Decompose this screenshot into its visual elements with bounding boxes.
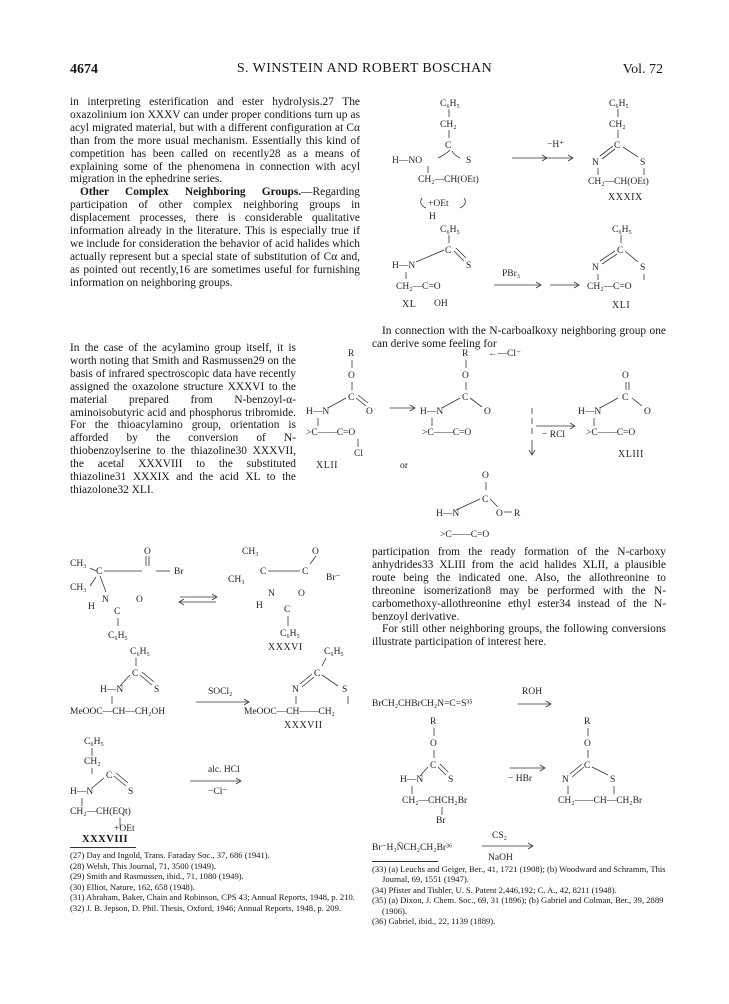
atom-label: O	[348, 371, 355, 381]
arrow-label: CS₂	[492, 831, 507, 841]
atom-label: O	[482, 471, 489, 481]
atom-label: R	[584, 717, 591, 727]
compound-label: XXXVII	[284, 720, 323, 731]
atom-label: H—N	[306, 407, 330, 417]
atom-label: H	[256, 601, 263, 611]
atom-label: >C——C=O	[440, 530, 490, 540]
atom-label: C	[584, 761, 591, 771]
atom-label: C	[482, 495, 489, 505]
atom-label: S	[342, 685, 348, 695]
volume-label: Vol. 72	[622, 62, 663, 77]
arrow-label: − HBr	[508, 774, 533, 784]
running-title: S. WINSTEIN AND ROBERT BOSCHAN	[236, 61, 493, 76]
page-number: 4674	[70, 62, 98, 77]
atom-label: C	[617, 246, 624, 256]
atom-label: CH₂——CH—CH₂Br	[558, 796, 643, 806]
atom-label: R	[514, 509, 521, 519]
arrow-label: SOCl₂	[208, 687, 233, 697]
atom-label: C	[114, 607, 121, 617]
scheme-oxazolone-thiazoline	[70, 544, 370, 839]
atom-label: S	[640, 158, 646, 168]
atom-label: CH₂—CHCH₂Br	[402, 796, 468, 806]
atom-label: C	[445, 246, 452, 256]
atom-label: O	[312, 547, 319, 557]
atom-label: N	[292, 685, 299, 695]
atom-label: CH₂—C=O	[587, 282, 632, 292]
atom-label: O	[366, 407, 373, 417]
atom-label: H—N	[436, 509, 460, 519]
atom-label: CH₃	[70, 559, 87, 569]
atom-label: C	[462, 393, 469, 403]
arrow-label: − RCl	[542, 430, 566, 440]
footnote-rule-left	[70, 847, 136, 848]
atom-label: H—N	[70, 787, 94, 797]
atom-label: MeOOC—CH——CH₂	[244, 707, 335, 717]
atom-label: CH₂—CH(OEt)	[588, 177, 649, 187]
atom-label: S	[466, 156, 472, 166]
atom-label: R	[462, 349, 469, 359]
footnote: (27) Day and Ingold, Trans. Faraday Soc., 37, 686 (1941).	[70, 850, 270, 860]
atom-label: O	[496, 509, 503, 519]
atom-label: S	[448, 775, 454, 785]
atom-label: >C——C=O	[306, 428, 356, 438]
paragraph: For still other neighboring groups, the following conversions illustrate participation of interest here.	[372, 623, 666, 649]
atom-label: +OEt	[428, 199, 449, 209]
atom-label: H—N	[420, 407, 444, 417]
atom-label: +OEt	[114, 824, 135, 834]
connector-word: or	[400, 461, 408, 471]
compound-label: XLI	[612, 300, 631, 311]
atom-label: C	[284, 605, 291, 615]
atom-label: >C——C=O	[586, 428, 636, 438]
arrow-label: PBr₃	[502, 269, 521, 279]
atom-label: CH₂—CH(OEt)	[418, 175, 479, 185]
atom-label: C	[348, 393, 355, 403]
atom-label: CH₂—C=O	[396, 282, 441, 292]
atom-label: O	[484, 407, 491, 417]
atom-label: Br	[436, 816, 446, 826]
footnote: (32) J. B. Jepson, D. Phil. Thesis, Oxford, 1946; Annual Reports, 1948, p. 209.	[70, 902, 342, 913]
footnote: (29) Smith and Rasmussen, ibid., 71, 1080 (1949).	[70, 871, 244, 882]
paragraph: In connection with the N-carboalkoxy neighboring group one can derive some feeling for	[372, 325, 666, 350]
left-column-narrow	[70, 342, 296, 497]
footnote: (35) (a) Dixon, J. Chem. Soc., 69, 31 (1896); (b) Gabriel and Colman, Ber., 39, 2889 (1906).	[372, 895, 664, 916]
atom-label: S	[466, 261, 472, 271]
atom-label: R	[348, 349, 355, 359]
footnote: (34) Pfister and Tishler, U. S. Patent 2,446,192; C. A., 42, 8211 (1948).	[372, 884, 617, 895]
footnotes-left	[70, 850, 362, 914]
atom-label: C	[96, 567, 103, 577]
atom-label: C	[314, 669, 321, 679]
atom-label: OH	[434, 299, 448, 309]
scheme-carboxy-anhydride	[296, 344, 726, 544]
atom-label: H	[88, 602, 95, 612]
section-heading: Other Complex Neighboring Groups.	[80, 186, 302, 199]
atom-label: H—N	[578, 407, 602, 417]
atom-label: C	[445, 141, 452, 151]
atom-label: S	[128, 787, 134, 797]
atom-label: C	[302, 567, 309, 577]
paragraph: in interpreting esterification and ester hydrolysis.27 The oxazolinium ion XXXV can under proper conditions turn up as acyl migrated material, but with a different configuration at Cα than from the more usual mechanism. Essentially this kind of competition has been called on recently28 as a means of explaining some of the phenomena in connection with acyl migration in the ephedrine series.	[70, 96, 360, 186]
atom-label: O	[584, 739, 591, 749]
page-header	[0, 0, 729, 90]
atom-label: CH₃	[242, 547, 259, 557]
atom-label: C	[430, 761, 437, 771]
atom-label: N	[562, 775, 569, 785]
atom-label: N	[102, 595, 109, 605]
atom-label: N	[592, 158, 599, 168]
atom-label: O	[430, 739, 437, 749]
atom-label: ←—Cl⁻	[488, 349, 521, 359]
atom-label: S	[154, 685, 160, 695]
compound-label: XLII	[316, 460, 338, 471]
atom-label: C₆H₅	[84, 737, 104, 747]
footnote: (31) Abraham, Baker, Chain and Robinson, CPS 43; Annual Reports, 1948, p. 210.	[70, 892, 355, 903]
left-column-top	[70, 96, 360, 290]
atom-label: >C——C=O	[422, 428, 472, 438]
atom-label: C	[622, 393, 629, 403]
atom-label: CH₃	[70, 583, 87, 593]
atom-label: C	[132, 669, 139, 679]
atom-label: O	[462, 371, 469, 381]
atom-label: H—NO	[392, 156, 423, 166]
arrow-label: ROH	[522, 687, 543, 697]
arrow-label: −H⁺	[547, 140, 565, 150]
atom-label: C₆H₅	[108, 631, 128, 641]
atom-label: Br	[174, 567, 184, 577]
atom-label: C₆H₅	[130, 647, 150, 657]
footnote-rule-right	[372, 861, 438, 862]
atom-label: O	[136, 595, 143, 605]
atom-label: S	[640, 263, 646, 273]
atom-label: Br⁻	[326, 573, 341, 583]
paragraph-text: —Regarding participation of other complex neighboring groups in displacement processes, there is considerable qualitative information already in the literature. This is especially true if we include for consideration the behavior of acid halides which actually represent but a special state of substitution of Cα and, as pointed out recently,16 are sometimes useful for furnishing information on neighboring groups.	[70, 186, 360, 289]
atom-label: O	[298, 589, 305, 599]
atom-label: O	[644, 407, 651, 417]
compound-label: XXXVIII	[82, 834, 129, 845]
compound-label: XLIII	[618, 449, 644, 460]
arrow-label: NaOH	[488, 853, 513, 862]
paragraph: participation from the ready formation of the N-carboxy anhydrides33 XLIII from the acid halides XLII, a plausible route being the indicated one. Also, the allothreonine to threonine isomerization8 may be performed with the N-carbomethoxy-allothreonine ethyl ester34 instead of the N-benzoyl derivative.	[372, 546, 666, 623]
atom-label: S	[610, 775, 616, 785]
compound-label: XL	[402, 299, 417, 310]
atom-label: C₆H₅	[609, 99, 629, 109]
arrow-label: −Cl⁻	[208, 787, 228, 797]
atom-label: C₆H₅	[440, 99, 460, 109]
atom-label: CH₂	[84, 757, 101, 767]
atom-label: CH₂—CH(EQt)	[70, 807, 131, 817]
atom-label: O	[622, 371, 629, 381]
atom-label: H—N	[100, 685, 124, 695]
atom-label: H—N	[400, 775, 424, 785]
footnote: (28) Welsh, This Journal, 71, 3500 (1949).	[70, 860, 217, 871]
atom-label: MeOOC—CH—CH₂OH	[70, 707, 166, 717]
paragraph: In the case of the acylamino group itself, it is worth noting that Smith and Rasmussen29 on the basis of infrared spectroscopic data have recently assigned the oxazolone structure XXXVI to the material prepared from N-benzoyl-α-aminoisobutyric acid and phosphorus tribromide. For the thioacylamino group, orientation is afforded by the conversion of N-thiobenzoylserine to the thiazoline30 XXXVII, the acetal XXXVIII to the substituted thiazoline31 XXXIX and the acid XL to the thiazolone32 XLI.	[70, 342, 296, 496]
footnote: (36) Gabriel, ibid., 22, 1139 (1889).	[372, 916, 496, 927]
atom-label: R	[430, 717, 437, 727]
atom-label: C₆H₅	[280, 629, 300, 639]
scheme-other-groups	[372, 682, 672, 862]
reaction-reactant: Br⁻H₃N̄CH₂CH₂Br³⁶	[372, 843, 453, 853]
atom-label: Cl	[354, 449, 363, 459]
compound-label: XXXIX	[608, 192, 643, 203]
atom-label: C₆H₅	[612, 225, 632, 235]
atom-label: N	[592, 263, 599, 273]
scheme-thiazoline	[372, 96, 672, 321]
atom-label: N	[268, 589, 275, 599]
arrow-label: alc. HCl	[208, 765, 240, 775]
right-column-main	[372, 546, 666, 649]
paragraph	[70, 186, 360, 289]
atom-label: O	[144, 547, 151, 557]
atom-label: C	[614, 141, 621, 151]
compound-label: XXXVI	[268, 642, 303, 653]
reaction-reactant: BrCH₂CHBrCH₂N=C=S³⁵	[372, 699, 473, 709]
footnote: (33) (a) Leuchs and Geiger, Ber., 41, 1721 (1908); (b) Woodward and Schramm, This Journal, 69, 1551 (1947).	[372, 864, 666, 885]
atom-label: CH₂	[609, 120, 626, 130]
footnote: (30) Elliot, Nature, 162, 658 (1948).	[70, 881, 195, 892]
atom-label: H—N	[392, 261, 416, 271]
atom-label: C₆H₅	[324, 647, 344, 657]
footnotes-right	[372, 864, 666, 927]
atom-label: C	[106, 771, 113, 781]
atom-label: C₆H₅	[440, 225, 460, 235]
atom-label: CH₃	[228, 575, 245, 585]
atom-label: C	[260, 567, 267, 577]
atom-label: H	[429, 212, 436, 222]
atom-label: CH₂	[440, 120, 457, 130]
